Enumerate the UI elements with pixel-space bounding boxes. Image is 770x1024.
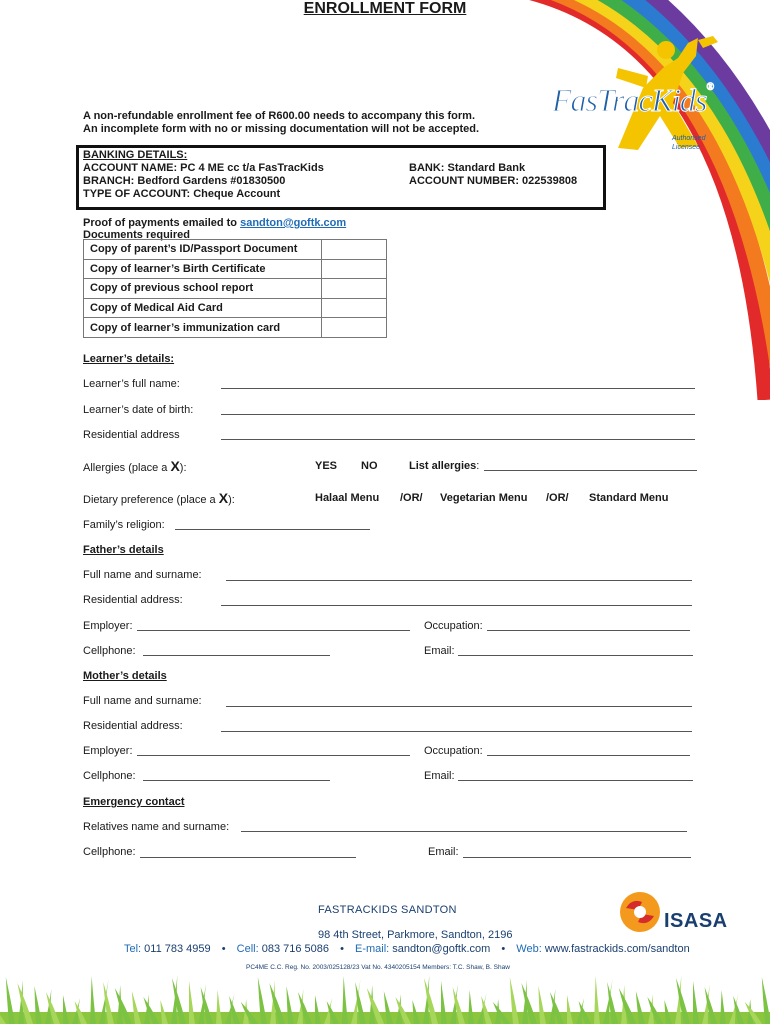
father-email-label: Email: xyxy=(424,645,455,657)
grass-blade xyxy=(594,976,600,1024)
logo-wordmark: FasTracKids® xyxy=(552,82,713,118)
father-heading: Father’s details xyxy=(83,544,164,556)
footer-cell: 083 716 5086 xyxy=(258,943,330,955)
mother-cellphone-label: Cellphone: xyxy=(83,770,136,782)
logo-text: FasTracKids xyxy=(552,82,707,118)
footer-email-link[interactable]: sandton@goftk.com xyxy=(389,943,491,955)
document-checkbox[interactable] xyxy=(322,279,387,299)
father-employer-field[interactable] xyxy=(137,630,410,631)
grass-blade xyxy=(693,981,699,1024)
branch: BRANCH: Bedford Gardens #01830500 xyxy=(83,175,286,187)
grass-blade xyxy=(468,990,474,1024)
learner-dob-label: Learner’s date of birth: xyxy=(83,404,194,416)
list-allergies-label: List allergies: xyxy=(409,460,480,472)
father-email-field[interactable] xyxy=(458,655,693,656)
form-title: ENROLLMENT FORM xyxy=(303,0,467,17)
proof-email-link[interactable]: sandton@goftk.com xyxy=(240,217,347,229)
father-full-name-field[interactable] xyxy=(226,580,692,581)
or-separator: /OR/ xyxy=(546,492,569,504)
grass-blade xyxy=(441,981,447,1024)
isasa-text: ISASA xyxy=(664,910,728,932)
father-full-name-label: Full name and surname: xyxy=(83,569,202,581)
emergency-cellphone-label: Cellphone: xyxy=(83,846,136,858)
mother-email-field[interactable] xyxy=(458,780,693,781)
mother-address-field[interactable] xyxy=(221,731,692,732)
grass-blade xyxy=(720,990,726,1024)
learner-dob-field[interactable] xyxy=(221,414,695,415)
father-cellphone-field[interactable] xyxy=(143,655,330,656)
account-number: ACCOUNT NUMBER: 022539808 xyxy=(409,175,578,187)
grass-blade xyxy=(90,976,96,1024)
grass-decoration xyxy=(0,972,770,1024)
dietary-label: Dietary preference (place a X): xyxy=(83,490,235,506)
father-occupation-label: Occupation: xyxy=(424,620,483,632)
footer-org: FASTRACKIDS SANDTON xyxy=(318,904,457,916)
grass-blade xyxy=(567,995,573,1024)
emergency-heading: Emergency contact xyxy=(83,796,185,808)
emergency-cellphone-field[interactable] xyxy=(140,857,356,858)
or-separator: /OR/ xyxy=(400,492,423,504)
document-checkbox[interactable] xyxy=(322,318,387,338)
table-row: Copy of learner’s immunization card xyxy=(84,318,387,338)
footer-address: 98 4th Street, Parkmore, Sandton, 2196 xyxy=(318,929,513,941)
relatives-name-label: Relatives name and surname: xyxy=(83,821,230,833)
footer-contacts: Tel: 011 783 4959 • Cell: 083 716 5086 • E-mail: sandton@goftk.com • Web: www.fastrackids.com/sandton xyxy=(124,943,690,955)
mother-heading: Mother’s details xyxy=(83,670,167,682)
account-name: ACCOUNT NAME: PC 4 ME cc t/a FasTracKids xyxy=(83,162,324,174)
emergency-email-label: Email: xyxy=(428,846,459,858)
standard-option[interactable]: Standard Menu xyxy=(589,492,669,504)
mother-email-label: Email: xyxy=(424,770,455,782)
banking-details-right xyxy=(409,162,577,188)
logo-tagline: Authorised Licensee xyxy=(672,135,706,151)
father-employer-label: Employer: xyxy=(83,620,133,632)
documents-table xyxy=(83,239,387,338)
learner-heading: Learner’s details: xyxy=(83,353,175,365)
footer-web-link[interactable]: www.fastrackids.com/sandton xyxy=(541,943,690,955)
grass-blade xyxy=(216,990,222,1024)
account-type: TYPE OF ACCOUNT: Cheque Account xyxy=(83,188,281,200)
banking-heading: BANKING DETAILS: xyxy=(83,149,188,161)
learner-address-field[interactable] xyxy=(221,439,695,440)
learner-address-label: Residential address xyxy=(83,429,180,441)
mother-full-name-field[interactable] xyxy=(226,706,692,707)
grass-blade xyxy=(342,976,348,1024)
document-checkbox[interactable] xyxy=(322,240,387,260)
learner-full-name-label: Learner’s full name: xyxy=(83,378,180,390)
table-row: Copy of Medical Aid Card xyxy=(84,298,387,318)
document-checkbox[interactable] xyxy=(322,298,387,318)
vegetarian-option[interactable]: Vegetarian Menu xyxy=(440,492,528,504)
mother-employer-field[interactable] xyxy=(137,755,410,756)
allergies-label: Allergies (place a X): xyxy=(83,458,187,474)
emergency-email-field[interactable] xyxy=(463,857,691,858)
documents-heading: Documents required xyxy=(83,229,190,241)
father-address-label: Residential address: xyxy=(83,594,183,606)
religion-field[interactable] xyxy=(175,529,370,530)
allergies-yes-option[interactable]: YES xyxy=(315,460,338,472)
table-row: Copy of learner’s Birth Certificate xyxy=(84,259,387,279)
relatives-name-field[interactable] xyxy=(241,831,687,832)
mother-occupation-label: Occupation: xyxy=(424,745,483,757)
learner-full-name-field[interactable] xyxy=(221,388,695,389)
father-occupation-field[interactable] xyxy=(487,630,690,631)
isasa-logo-icon xyxy=(618,890,662,934)
banking-details-left xyxy=(83,149,324,201)
fee-notice: A non-refundable enrollment fee of R600.00 needs to accompany this form. An incomplete form with no or missing documentation will not be accepted. xyxy=(83,110,480,135)
proof-of-payment: Proof of payments emailed to sandton@goftk.com Documents required xyxy=(83,217,347,241)
footer-registration: PC4ME C.C. Reg. No. 2003/025128/23 Vat No. 4340205154 Members: T.C. Shaw, B. Shaw xyxy=(246,964,510,971)
table-row: Copy of previous school report xyxy=(84,279,387,299)
grass-blade xyxy=(189,981,195,1024)
list-allergies-field[interactable] xyxy=(484,470,697,471)
mother-cellphone-field[interactable] xyxy=(143,780,330,781)
table-row: Copy of parent’s ID/Passport Document xyxy=(84,240,387,260)
mother-full-name-label: Full name and surname: xyxy=(83,695,202,707)
mother-employer-label: Employer: xyxy=(83,745,133,757)
bank-name: BANK: Standard Bank xyxy=(409,162,526,174)
mother-occupation-field[interactable] xyxy=(487,755,690,756)
halaal-option[interactable]: Halaal Menu xyxy=(315,492,380,504)
allergies-no-option[interactable]: NO xyxy=(361,460,378,472)
document-checkbox[interactable] xyxy=(322,259,387,279)
father-cellphone-label: Cellphone: xyxy=(83,645,136,657)
footer-tel: 011 783 4959 xyxy=(141,943,211,955)
grass-blade xyxy=(315,995,321,1024)
grass-blade xyxy=(63,995,69,1024)
religion-label: Family’s religion: xyxy=(83,519,165,531)
mother-address-label: Residential address: xyxy=(83,720,183,732)
father-address-field[interactable] xyxy=(221,605,692,606)
